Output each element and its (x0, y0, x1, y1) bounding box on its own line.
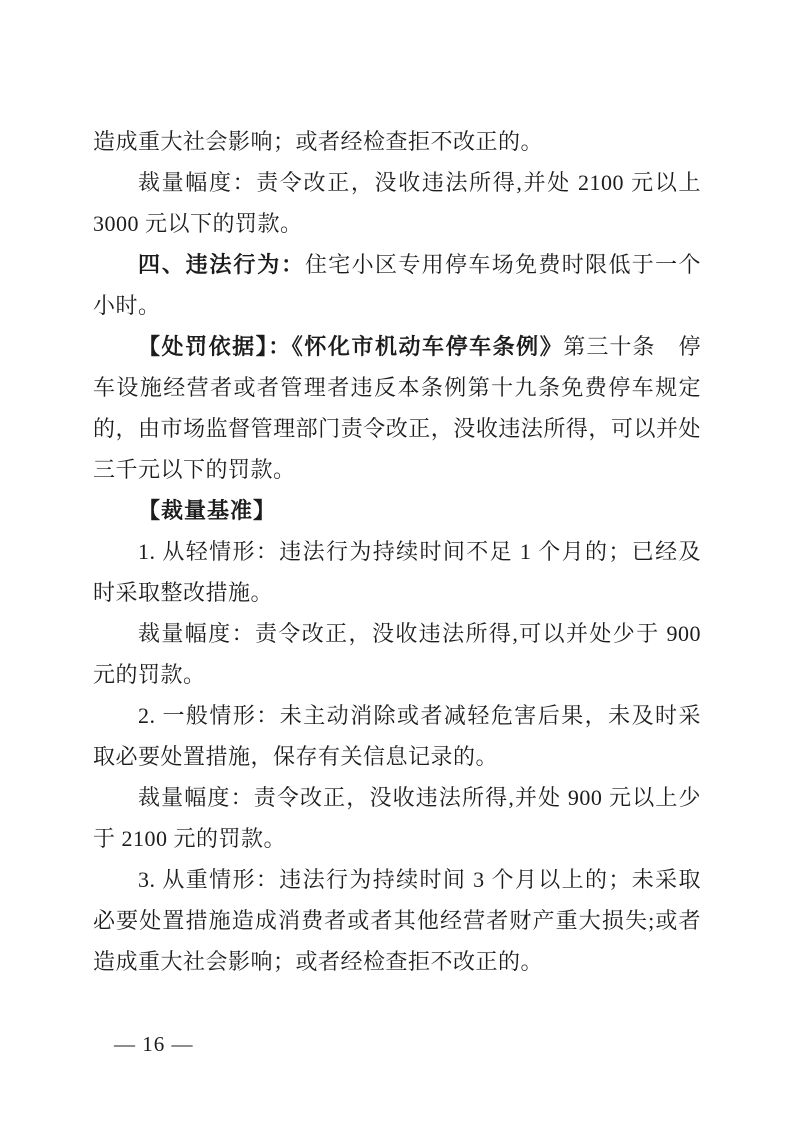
page-footer (114, 1030, 194, 1058)
paragraph-general-case (93, 695, 701, 777)
paragraph-penalty-range (93, 162, 701, 244)
paragraph-text: 2. 一般情形：未主动消除或者减轻危害后果，未及时采取必要处置措施，保存有关信息记录的。 (93, 703, 701, 769)
paragraph-text: 裁量幅度：责令改正，没收违法所得,并处 900 元以上少于 2100 元的罚款。 (93, 785, 701, 851)
paragraph-text: 裁量幅度：责令改正，没收违法所得,可以并处少于 900 元的罚款。 (93, 621, 701, 687)
paragraph-text: 3. 从重情形：违法行为持续时间 3 个月以上的；未采取必要处置措施造成消费者或者其他经营者财产重大损失;或者造成重大社会影响；或者经检查拒不改正的。 (93, 867, 701, 974)
paragraph-text: 1. 从轻情形：违法行为持续时间不足 1 个月的；已经及时采取整改措施。 (93, 539, 701, 605)
paragraph-text: 第三十条 停车设施经营者或者管理者违反本条例第十九条免费停车规定的，由市场监督管理部门责令改正，没收违法所得，可以并处三千元以下的罚款。 (93, 334, 701, 482)
paragraph-violation-4 (93, 244, 701, 326)
paragraph-penalty-basis (93, 326, 701, 490)
paragraph-text: 裁量幅度：责令改正，没收违法所得,并处 2100 元以上 3000 元以下的罚款。 (93, 170, 701, 236)
discretion-standard-heading-text: 【裁量基准】 (138, 498, 277, 523)
document-body (93, 121, 701, 982)
paragraph-discretion-standard-heading (93, 490, 701, 531)
page-number: — 16 — (114, 1032, 194, 1056)
paragraph-text: 住宅小区专用停车场免费时限低于一个小时。 (93, 252, 701, 318)
paragraph-lenient-case (93, 531, 701, 613)
paragraph-penalty-range (93, 777, 701, 859)
penalty-basis-heading-text: 【处罚依据】：《怀化市机动车停车条例》 (138, 334, 564, 359)
paragraph-severe-case (93, 859, 701, 982)
paragraph-continuation (93, 121, 701, 162)
paragraph-text: 造成重大社会影响；或者经检查拒不改正的。 (93, 129, 544, 154)
violation-heading-text: 四、违法行为： (138, 252, 305, 277)
paragraph-penalty-range (93, 613, 701, 695)
